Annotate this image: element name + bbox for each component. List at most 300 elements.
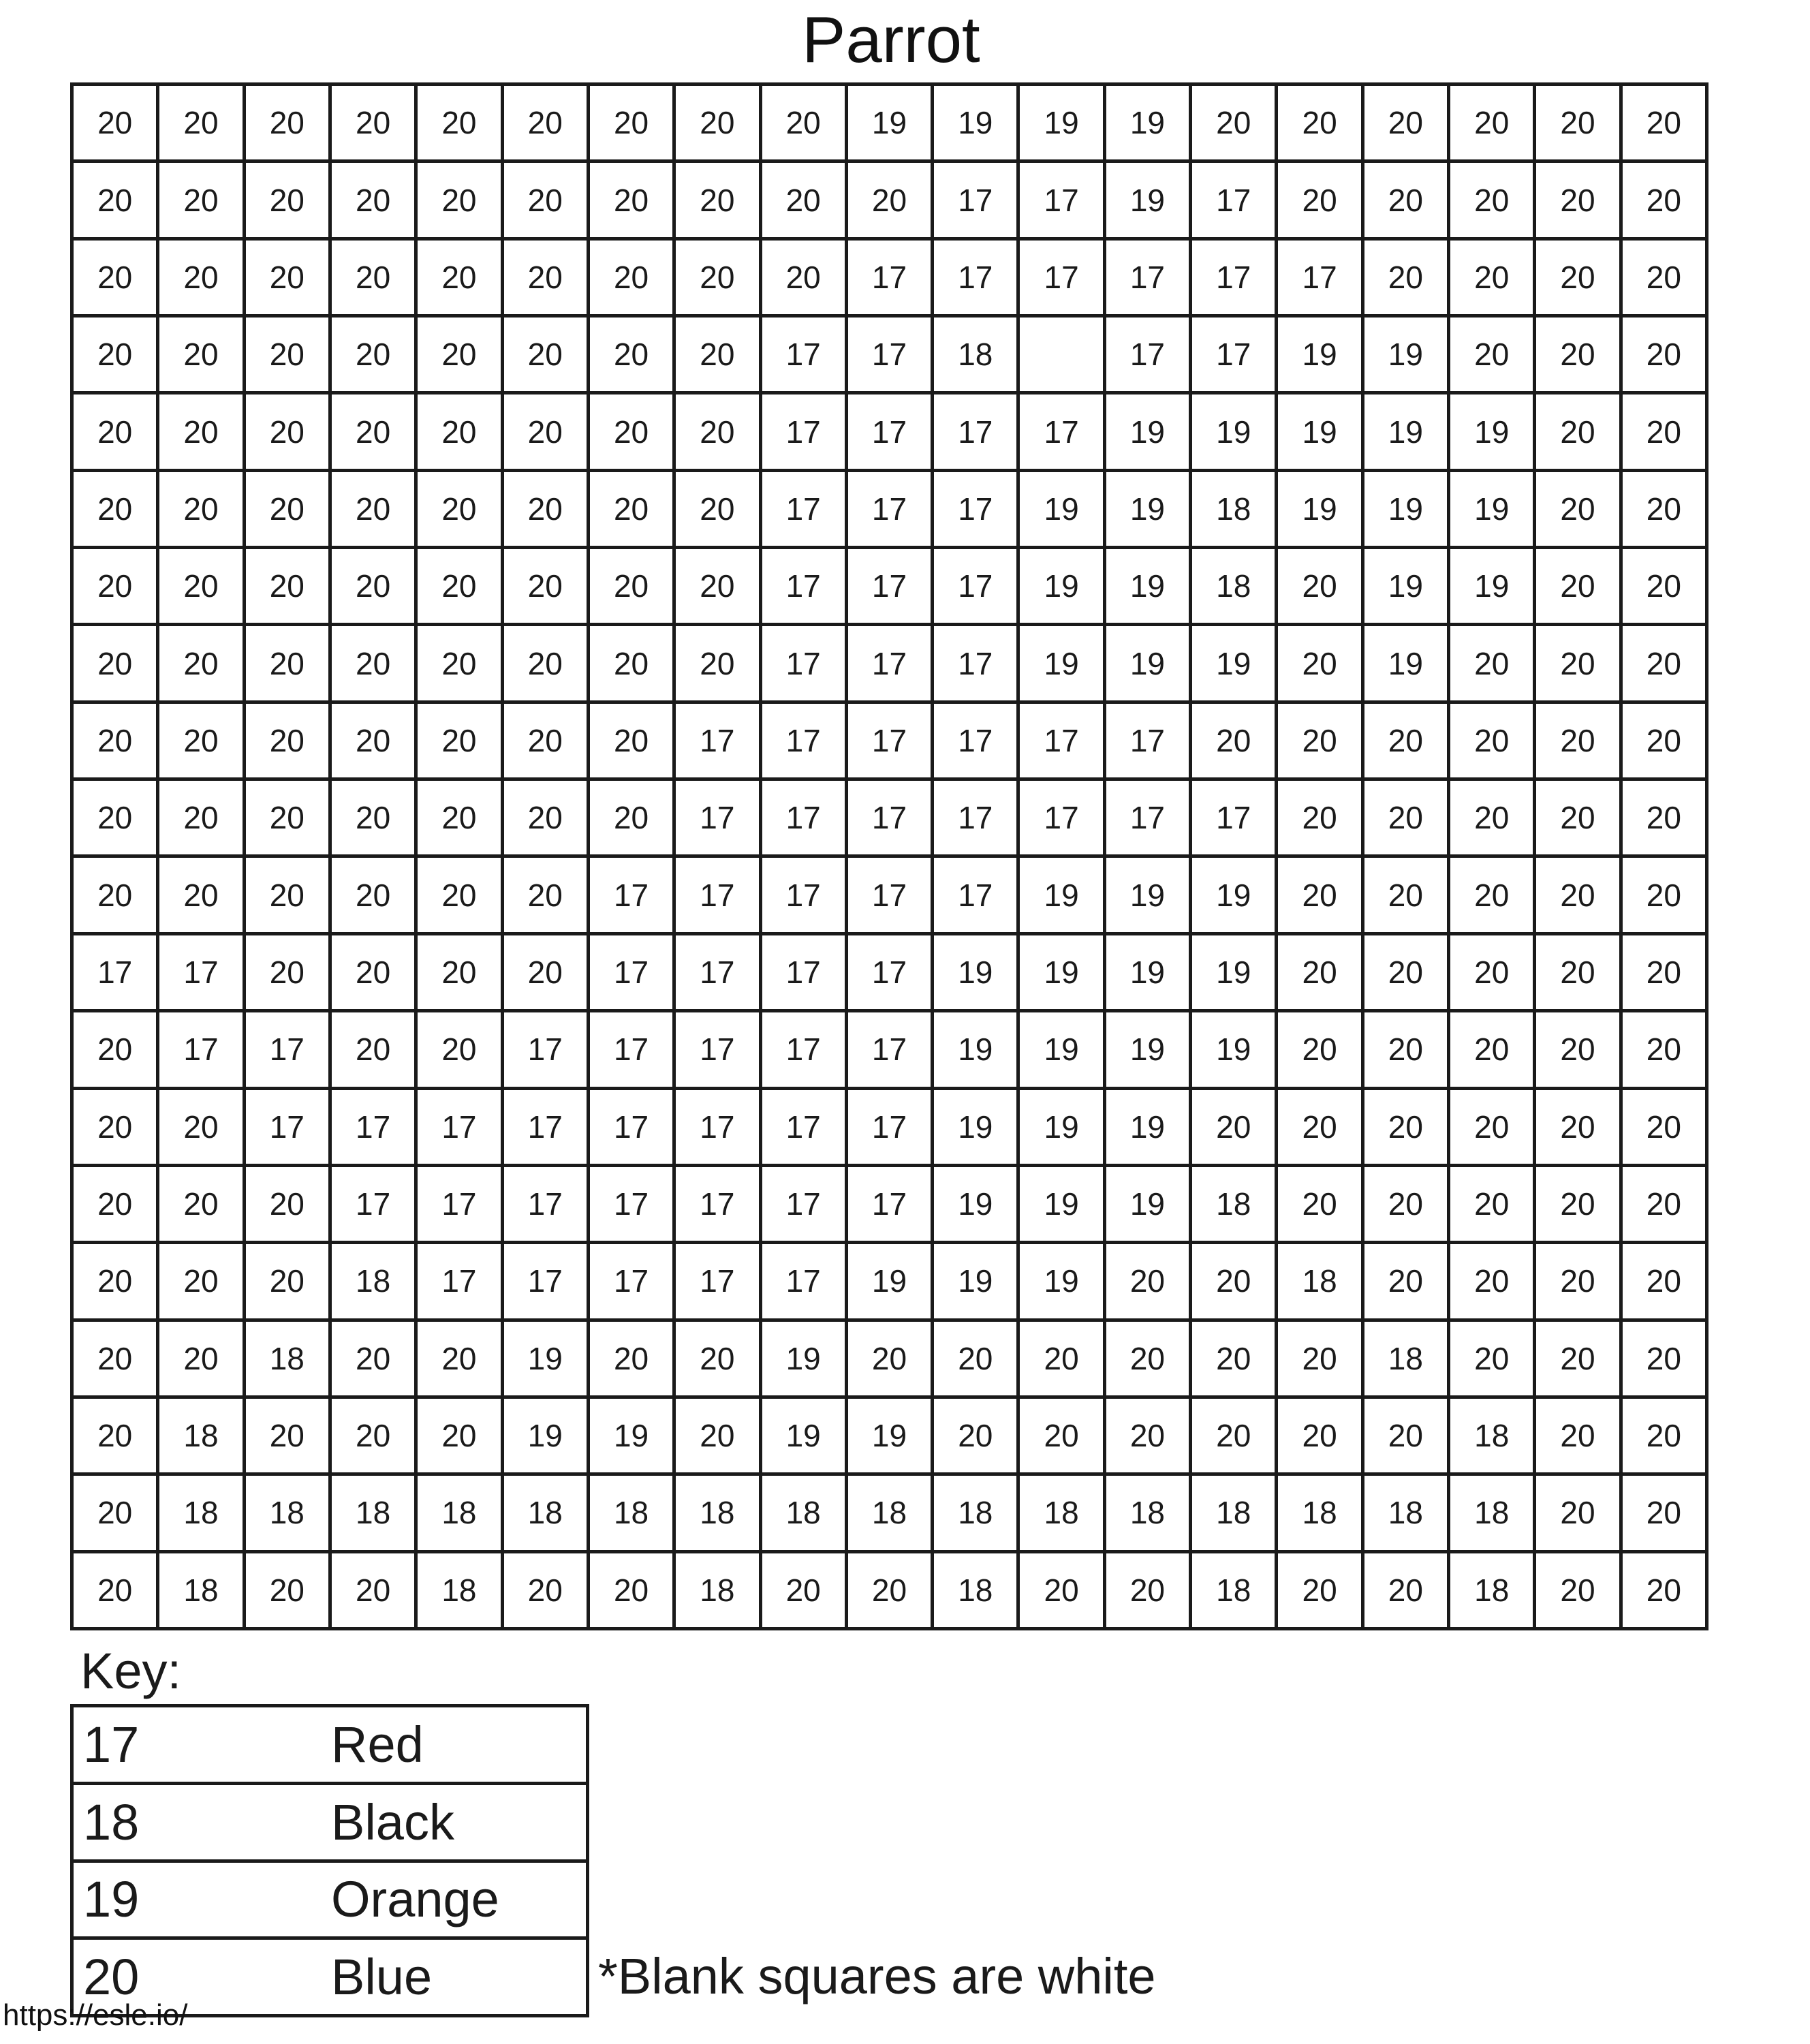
grid-cell: 20 xyxy=(74,1322,159,1399)
grid-cell: 20 xyxy=(1536,86,1622,163)
grid-cell: 18 xyxy=(1192,472,1278,549)
grid-cell: 17 xyxy=(934,472,1020,549)
grid-cell: 20 xyxy=(1536,318,1622,394)
grid-cell: 20 xyxy=(504,1553,590,1630)
grid-cell: 17 xyxy=(504,1090,590,1167)
grid-cell: 20 xyxy=(418,626,503,703)
grid-cell: 20 xyxy=(1536,626,1622,703)
grid-cell: 20 xyxy=(74,241,159,318)
grid-cell: 20 xyxy=(1364,1090,1450,1167)
grid-cell: 20 xyxy=(590,241,676,318)
grid-cell: 18 xyxy=(676,1476,762,1553)
grid-cell: 19 xyxy=(934,1090,1020,1167)
grid-cell: 20 xyxy=(246,318,332,394)
grid-cell: 20 xyxy=(504,241,590,318)
grid-cell: 20 xyxy=(762,241,848,318)
grid-cell: 19 xyxy=(1020,549,1106,626)
grid-cell: 20 xyxy=(1192,1399,1278,1476)
grid-cell: 18 xyxy=(418,1553,503,1630)
grid-cell: 20 xyxy=(590,472,676,549)
grid-cell: 20 xyxy=(1364,1167,1450,1244)
color-key-table xyxy=(70,1704,589,2017)
grid-cell: 20 xyxy=(332,1399,418,1476)
grid-cell: 17 xyxy=(1020,704,1106,781)
grid-cell: 19 xyxy=(1278,318,1364,394)
grid-cell: 20 xyxy=(74,1399,159,1476)
grid-cell: 20 xyxy=(332,318,418,394)
grid-cell: 20 xyxy=(332,472,418,549)
grid-cell: 20 xyxy=(74,549,159,626)
grid-cell: 17 xyxy=(676,935,762,1012)
grid-cell: 17 xyxy=(1192,781,1278,858)
grid-cell: 20 xyxy=(418,704,503,781)
grid-cell: 19 xyxy=(1364,626,1450,703)
grid-cell: 20 xyxy=(1278,626,1364,703)
grid-cell: 20 xyxy=(246,1399,332,1476)
grid-cell: 17 xyxy=(762,626,848,703)
grid-cell: 20 xyxy=(676,394,762,471)
grid-cell: 19 xyxy=(1450,394,1536,471)
grid-cell: 18 xyxy=(848,1476,934,1553)
grid-cell: 20 xyxy=(504,472,590,549)
grid-cell: 17 xyxy=(676,704,762,781)
grid-cell: 17 xyxy=(934,704,1020,781)
grid-cell: 20 xyxy=(159,86,245,163)
grid-cell: 20 xyxy=(1450,86,1536,163)
grid-cell: 20 xyxy=(1536,1322,1622,1399)
grid-cell: 19 xyxy=(1192,858,1278,935)
grid-cell: 20 xyxy=(246,1553,332,1630)
grid-cell: 20 xyxy=(1450,1244,1536,1321)
grid-cell: 17 xyxy=(762,1012,848,1089)
grid-cell: 17 xyxy=(848,472,934,549)
grid-cell: 19 xyxy=(1192,394,1278,471)
grid-cell: 20 xyxy=(1623,1090,1708,1167)
grid-cell: 20 xyxy=(1364,1244,1450,1321)
grid-cell: 17 xyxy=(848,394,934,471)
grid-cell: 20 xyxy=(676,163,762,240)
grid-cell: 17 xyxy=(848,858,934,935)
key-row xyxy=(74,1707,586,1785)
grid-cell: 20 xyxy=(1623,86,1708,163)
grid-cell: 17 xyxy=(590,935,676,1012)
grid-cell: 17 xyxy=(676,1012,762,1089)
grid-cell: 17 xyxy=(762,858,848,935)
grid-cell xyxy=(1020,318,1106,394)
grid-cell: 20 xyxy=(1106,1553,1192,1630)
grid-cell: 20 xyxy=(1623,1244,1708,1321)
grid-cell: 17 xyxy=(934,858,1020,935)
grid-cell: 18 xyxy=(934,318,1020,394)
grid-cell: 17 xyxy=(74,935,159,1012)
grid-cell: 17 xyxy=(418,1244,503,1321)
grid-cell: 20 xyxy=(1020,1322,1106,1399)
grid-cell: 17 xyxy=(590,1012,676,1089)
grid-cell: 18 xyxy=(934,1476,1020,1553)
grid-cell: 19 xyxy=(1192,1012,1278,1089)
grid-cell: 20 xyxy=(1450,626,1536,703)
grid-cell: 20 xyxy=(159,241,245,318)
grid-cell: 19 xyxy=(590,1399,676,1476)
grid-cell: 20 xyxy=(1450,704,1536,781)
grid-cell: 20 xyxy=(1278,549,1364,626)
grid-cell: 20 xyxy=(1536,1090,1622,1167)
grid-cell: 18 xyxy=(1106,1476,1192,1553)
grid-cell: 20 xyxy=(246,935,332,1012)
grid-cell: 20 xyxy=(504,704,590,781)
grid-cell: 17 xyxy=(504,1167,590,1244)
grid-cell: 17 xyxy=(1106,781,1192,858)
grid-cell: 20 xyxy=(1278,781,1364,858)
grid-cell: 17 xyxy=(848,935,934,1012)
grid-cell: 20 xyxy=(1278,1167,1364,1244)
grid-cell: 17 xyxy=(762,1090,848,1167)
grid-cell: 20 xyxy=(504,781,590,858)
grid-cell: 19 xyxy=(1106,858,1192,935)
grid-cell: 19 xyxy=(1020,1167,1106,1244)
grid-cell: 20 xyxy=(159,704,245,781)
grid-cell: 20 xyxy=(418,163,503,240)
grid-cell: 18 xyxy=(590,1476,676,1553)
key-color-name: Orange xyxy=(331,1871,499,1928)
grid-cell: 20 xyxy=(74,1090,159,1167)
grid-cell: 19 xyxy=(1106,394,1192,471)
grid-cell: 19 xyxy=(1020,626,1106,703)
grid-cell: 20 xyxy=(590,549,676,626)
key-number: 17 xyxy=(83,1716,140,1773)
grid-cell: 20 xyxy=(1192,704,1278,781)
grid-cell: 17 xyxy=(762,704,848,781)
grid-cell: 20 xyxy=(74,626,159,703)
grid-cell: 20 xyxy=(332,163,418,240)
grid-cell: 20 xyxy=(159,626,245,703)
grid-cell: 20 xyxy=(1536,781,1622,858)
key-number: 19 xyxy=(83,1871,140,1928)
grid-cell: 17 xyxy=(848,549,934,626)
grid-cell: 20 xyxy=(590,163,676,240)
grid-cell: 18 xyxy=(332,1476,418,1553)
grid-cell: 20 xyxy=(1364,1399,1450,1476)
grid-cell: 17 xyxy=(762,318,848,394)
grid-cell: 20 xyxy=(332,394,418,471)
grid-cell: 20 xyxy=(418,472,503,549)
grid-cell: 20 xyxy=(332,1322,418,1399)
grid-cell: 17 xyxy=(676,1090,762,1167)
grid-cell: 19 xyxy=(934,1167,1020,1244)
grid-cell: 20 xyxy=(1536,935,1622,1012)
grid-cell: 19 xyxy=(1278,394,1364,471)
grid-cell: 20 xyxy=(934,1399,1020,1476)
grid-cell: 17 xyxy=(934,626,1020,703)
grid-cell: 20 xyxy=(1106,1322,1192,1399)
grid-cell: 17 xyxy=(848,1167,934,1244)
grid-cell: 20 xyxy=(1278,163,1364,240)
grid-cell: 20 xyxy=(1536,1244,1622,1321)
grid-cell: 19 xyxy=(1364,394,1450,471)
grid-cell: 19 xyxy=(1106,549,1192,626)
grid-cell: 20 xyxy=(590,318,676,394)
grid-cell: 20 xyxy=(590,704,676,781)
grid-cell: 19 xyxy=(762,1322,848,1399)
grid-cell: 19 xyxy=(1020,1012,1106,1089)
grid-cell: 18 xyxy=(1020,1476,1106,1553)
grid-cell: 20 xyxy=(590,394,676,471)
grid-cell: 17 xyxy=(762,1244,848,1321)
grid-cell: 20 xyxy=(1623,935,1708,1012)
key-number: 18 xyxy=(83,1793,140,1851)
grid-cell: 20 xyxy=(246,241,332,318)
grid-cell: 19 xyxy=(1020,935,1106,1012)
grid-cell: 20 xyxy=(246,781,332,858)
grid-cell: 20 xyxy=(1623,163,1708,240)
grid-cell: 20 xyxy=(676,241,762,318)
grid-cell: 20 xyxy=(504,858,590,935)
grid-cell: 19 xyxy=(848,1244,934,1321)
grid-cell: 18 xyxy=(1192,1476,1278,1553)
grid-cell: 19 xyxy=(1020,1244,1106,1321)
grid-cell: 20 xyxy=(418,1399,503,1476)
grid-cell: 20 xyxy=(1536,549,1622,626)
grid-cell: 20 xyxy=(74,781,159,858)
grid-cell: 20 xyxy=(676,626,762,703)
grid-cell: 20 xyxy=(74,163,159,240)
grid-cell: 20 xyxy=(504,549,590,626)
grid-cell: 20 xyxy=(246,1244,332,1321)
grid-cell: 20 xyxy=(74,1167,159,1244)
grid-cell: 20 xyxy=(332,86,418,163)
grid-cell: 20 xyxy=(246,549,332,626)
grid-cell: 19 xyxy=(1450,549,1536,626)
grid-cell: 20 xyxy=(246,163,332,240)
grid-cell: 20 xyxy=(1450,1012,1536,1089)
key-row xyxy=(74,1863,586,1940)
grid-cell: 20 xyxy=(74,394,159,471)
grid-cell: 20 xyxy=(332,549,418,626)
grid-cell: 20 xyxy=(1450,1090,1536,1167)
grid-cell: 20 xyxy=(1623,1476,1708,1553)
grid-cell: 20 xyxy=(1536,394,1622,471)
page-title: Parrot xyxy=(802,3,980,76)
grid-cell: 19 xyxy=(1192,626,1278,703)
grid-cell: 17 xyxy=(418,1090,503,1167)
grid-cell: 20 xyxy=(1623,318,1708,394)
grid-cell: 20 xyxy=(1364,86,1450,163)
grid-cell: 20 xyxy=(762,86,848,163)
key-number: 20 xyxy=(83,1949,140,2006)
grid-cell: 19 xyxy=(1020,472,1106,549)
grid-cell: 20 xyxy=(1364,935,1450,1012)
grid-cell: 20 xyxy=(1536,858,1622,935)
grid-cell: 17 xyxy=(934,781,1020,858)
grid-cell: 20 xyxy=(159,318,245,394)
grid-cell: 17 xyxy=(762,472,848,549)
grid-cell: 20 xyxy=(1192,1322,1278,1399)
grid-cell: 20 xyxy=(1192,1090,1278,1167)
grid-cell: 17 xyxy=(332,1167,418,1244)
grid-cell: 17 xyxy=(848,241,934,318)
grid-cell: 20 xyxy=(1364,241,1450,318)
grid-cell: 20 xyxy=(676,86,762,163)
grid-cell: 20 xyxy=(246,394,332,471)
grid-cell: 20 xyxy=(1623,1322,1708,1399)
grid-cell: 20 xyxy=(1536,704,1622,781)
grid-cell: 18 xyxy=(676,1553,762,1630)
grid-cell: 20 xyxy=(159,394,245,471)
grid-cell: 20 xyxy=(418,549,503,626)
grid-cell: 20 xyxy=(332,1012,418,1089)
grid-cell: 20 xyxy=(590,1322,676,1399)
grid-cell: 20 xyxy=(1623,1553,1708,1630)
grid-cell: 19 xyxy=(762,1399,848,1476)
grid-cell: 19 xyxy=(1020,858,1106,935)
grid-cell: 17 xyxy=(676,781,762,858)
grid-cell: 20 xyxy=(418,1012,503,1089)
grid-cell: 20 xyxy=(676,318,762,394)
watermark-url: https://esle.io/ xyxy=(3,1998,188,2032)
grid-cell: 20 xyxy=(418,858,503,935)
grid-cell: 19 xyxy=(1364,318,1450,394)
grid-cell: 20 xyxy=(1536,1553,1622,1630)
grid-cell: 20 xyxy=(1278,1012,1364,1089)
grid-cell: 20 xyxy=(1536,241,1622,318)
grid-cell: 20 xyxy=(676,1322,762,1399)
grid-cell: 20 xyxy=(1450,318,1536,394)
grid-cell: 19 xyxy=(504,1322,590,1399)
grid-cell: 19 xyxy=(1106,163,1192,240)
grid-cell: 19 xyxy=(1106,935,1192,1012)
key-title: Key: xyxy=(80,1643,182,1699)
grid-cell: 20 xyxy=(1192,1244,1278,1321)
grid-cell: 20 xyxy=(1278,1090,1364,1167)
grid-cell: 20 xyxy=(1278,935,1364,1012)
grid-cell: 20 xyxy=(74,858,159,935)
grid-cell: 17 xyxy=(590,1167,676,1244)
grid-cell: 18 xyxy=(1192,1553,1278,1630)
grid-cell: 20 xyxy=(762,163,848,240)
grid-cell: 19 xyxy=(1106,1090,1192,1167)
grid-cell: 20 xyxy=(418,935,503,1012)
grid-cell: 18 xyxy=(1364,1476,1450,1553)
grid-cell: 20 xyxy=(1106,1399,1192,1476)
grid-cell: 17 xyxy=(590,1244,676,1321)
grid-cell: 20 xyxy=(1623,549,1708,626)
grid-cell: 17 xyxy=(676,1167,762,1244)
grid-cell: 19 xyxy=(848,1399,934,1476)
grid-cell: 18 xyxy=(1192,549,1278,626)
grid-cell: 20 xyxy=(1278,1399,1364,1476)
grid-cell: 20 xyxy=(74,86,159,163)
grid-cell: 20 xyxy=(1623,1167,1708,1244)
grid-cell: 20 xyxy=(1364,1553,1450,1630)
grid-cell: 20 xyxy=(418,394,503,471)
grid-cell: 17 xyxy=(159,935,245,1012)
grid-cell: 20 xyxy=(159,472,245,549)
grid-cell: 17 xyxy=(1020,394,1106,471)
grid-cell: 17 xyxy=(1192,163,1278,240)
grid-cell: 19 xyxy=(1364,549,1450,626)
grid-cell: 17 xyxy=(1020,781,1106,858)
grid-cell: 20 xyxy=(332,704,418,781)
grid-cell: 17 xyxy=(762,1167,848,1244)
grid-cell: 20 xyxy=(74,704,159,781)
grid-cell: 19 xyxy=(1364,472,1450,549)
grid-cell: 20 xyxy=(590,781,676,858)
grid-cell: 20 xyxy=(1106,1244,1192,1321)
grid-cell: 20 xyxy=(246,86,332,163)
key-color-name: Red xyxy=(331,1716,424,1773)
grid-cell: 17 xyxy=(1192,241,1278,318)
grid-cell: 17 xyxy=(848,704,934,781)
grid-cell: 19 xyxy=(848,86,934,163)
grid-cell: 18 xyxy=(159,1476,245,1553)
grid-cell: 20 xyxy=(1623,858,1708,935)
grid-cell: 20 xyxy=(1020,1553,1106,1630)
grid-cell: 20 xyxy=(1278,1322,1364,1399)
grid-cell: 17 xyxy=(848,781,934,858)
grid-cell: 17 xyxy=(848,626,934,703)
grid-cell: 20 xyxy=(1623,472,1708,549)
grid-cell: 20 xyxy=(418,86,503,163)
grid-cell: 20 xyxy=(418,241,503,318)
grid-cell: 20 xyxy=(74,1553,159,1630)
grid-cell: 20 xyxy=(848,163,934,240)
grid-cell: 20 xyxy=(504,163,590,240)
grid-cell: 17 xyxy=(848,1090,934,1167)
key-color-name: Blue xyxy=(331,1949,433,2006)
grid-cell: 20 xyxy=(1623,626,1708,703)
grid-cell: 20 xyxy=(74,472,159,549)
grid-cell: 20 xyxy=(1278,1553,1364,1630)
grid-cell: 20 xyxy=(1536,1012,1622,1089)
grid-cell: 19 xyxy=(934,1012,1020,1089)
grid-cell: 20 xyxy=(159,858,245,935)
grid-cell: 20 xyxy=(504,935,590,1012)
grid-cell: 20 xyxy=(848,1322,934,1399)
grid-cell: 18 xyxy=(159,1553,245,1630)
grid-cell: 17 xyxy=(332,1090,418,1167)
grid-cell: 17 xyxy=(1278,241,1364,318)
grid-cell: 17 xyxy=(934,163,1020,240)
grid-cell: 19 xyxy=(1106,626,1192,703)
grid-cell: 20 xyxy=(504,86,590,163)
grid-cell: 17 xyxy=(1020,163,1106,240)
grid-cell: 20 xyxy=(418,318,503,394)
grid-cell: 18 xyxy=(1278,1244,1364,1321)
grid-cell: 18 xyxy=(1192,1167,1278,1244)
grid-cell: 19 xyxy=(1278,472,1364,549)
grid-cell: 20 xyxy=(1536,163,1622,240)
grid-cell: 19 xyxy=(1106,86,1192,163)
grid-cell: 17 xyxy=(590,1090,676,1167)
grid-cell: 20 xyxy=(332,935,418,1012)
grid-cell: 20 xyxy=(1623,704,1708,781)
grid-cell: 17 xyxy=(762,549,848,626)
grid-cell: 17 xyxy=(1106,704,1192,781)
grid-cell: 18 xyxy=(1450,1399,1536,1476)
grid-cell: 20 xyxy=(159,1167,245,1244)
grid-cell: 19 xyxy=(1020,86,1106,163)
grid-cell: 17 xyxy=(1020,241,1106,318)
grid-cell: 18 xyxy=(246,1476,332,1553)
grid-cell: 20 xyxy=(1364,858,1450,935)
grid-cell: 20 xyxy=(332,626,418,703)
grid-cell: 20 xyxy=(1623,241,1708,318)
grid-cell: 17 xyxy=(1106,318,1192,394)
grid-cell: 20 xyxy=(1364,1012,1450,1089)
grid-cell: 20 xyxy=(159,1244,245,1321)
grid-cell: 17 xyxy=(762,781,848,858)
grid-cell: 20 xyxy=(332,241,418,318)
